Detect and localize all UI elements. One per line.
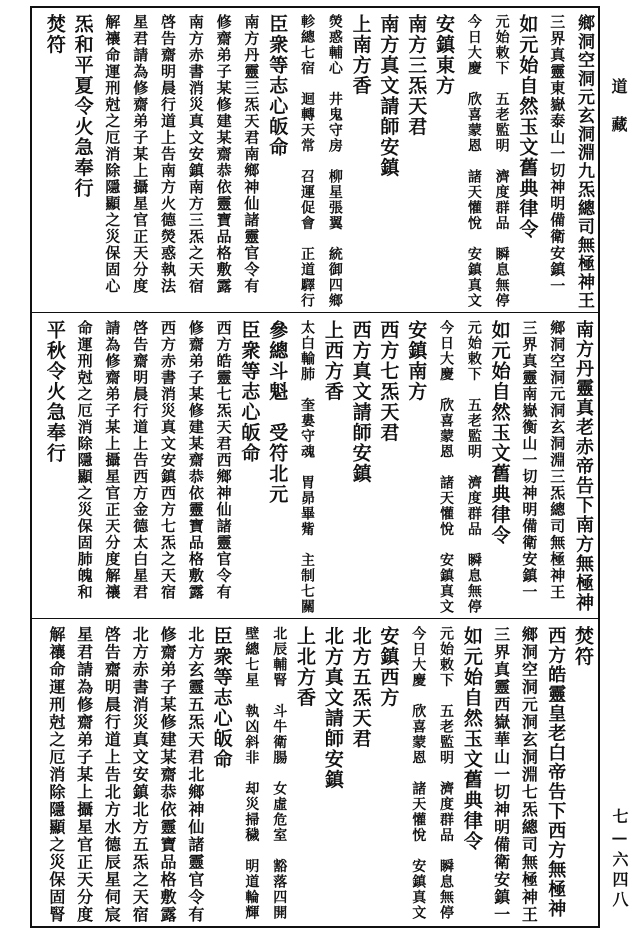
text-column: 今日大慶 欣喜蒙恩 諸天懽悅 安鎮真文 [465, 14, 482, 309]
text-column: 北方真文請師安鎮 [321, 626, 344, 790]
text-column: 鄉洞空洞元洞玄洞淵三炁總司無極神王 [548, 320, 567, 601]
text-column: 西方七炁天君 [377, 320, 400, 443]
text-column: 安鎮東方 [433, 14, 455, 96]
text-column: 西方皓靈皇老白帝告下西方無極神 [545, 626, 567, 919]
text-column: 啓告齋明晨行道上告西方金德太白星君 [131, 320, 150, 601]
text-column: 鄉洞空洞元玄洞淵九炁總司無極神王 [574, 14, 594, 310]
page-frame [30, 6, 600, 928]
text-column: 南方三炁天君 [405, 14, 428, 137]
text-column: 太白輸肺 奎婁守魂 胃昴畢觜 主制七關 [299, 320, 315, 615]
text-column: 元始敕下 五老監明 濟度群品 瞬息無停 [493, 14, 510, 309]
text-column: 南方赤書消災真文安鎮南方三炁之天宿 [186, 14, 205, 295]
text-column: 修齋弟子某修建某齋恭依靈寶品格敷露 [158, 626, 177, 924]
panel-south [32, 314, 598, 618]
text-column: 焚符 [43, 14, 66, 55]
text-column: 命運刑尅之厄消除隱顯之災保固肺魄和 [75, 320, 94, 601]
text-column: 熒惑輔心 井鬼守房 柳星張翼 統御四鄉 [326, 14, 343, 309]
text-column: 星君請為修齋弟子某上攝星官正天分度 [131, 14, 150, 295]
text-column: 今日大慶 欣喜蒙恩 諸天懽悅 安鎮真文 [438, 320, 454, 615]
text-column: 安鎮西方 [377, 626, 400, 708]
text-column: 安鎮南方 [405, 320, 428, 402]
text-column: 解禳命運刑尅之厄消除隱顯之災保固腎 [46, 626, 66, 924]
text-column: 西方赤書消災真文安鎮西方七炁之天宿 [159, 320, 177, 601]
text-column: 南方丹靈三炁天君南鄉神仙諸靈官令有 [242, 14, 261, 295]
text-column: 炁和平夏令火急奉行 [71, 14, 94, 199]
text-column: 如元始自然玉文舊典律令 [516, 14, 539, 240]
text-column: 啓告齋明晨行道上告北方水德辰星伺宸 [102, 626, 122, 924]
text-column: 西方皓靈七炁天君西鄉神仙諸靈官令有 [214, 320, 233, 601]
text-column: 修齋弟子某修建某齋恭依靈寶品格敷露 [214, 14, 233, 295]
panel-west [32, 620, 598, 926]
side-label-bottom: 七—六四八 [610, 808, 629, 911]
text-column: 如元始自然玉文舊典律令 [488, 320, 511, 546]
text-column: 平秋令火急奉行 [43, 320, 66, 464]
text-column: 臣衆等志心皈命 [238, 320, 261, 464]
text-column: 請為修齋弟子某上攝星官正天分度解禳 [103, 320, 122, 601]
text-column: 西方真文請師安鎮 [349, 320, 372, 484]
text-column: 元始敕下 五老監明 濟度群品 瞬息無停 [465, 320, 482, 615]
text-column: 北方五炁天君 [349, 626, 372, 749]
text-column: 三界真靈西嶽華山一切神明備衛安鎮一 [491, 626, 511, 924]
text-column: 北方玄靈五炁天君北鄉神仙諸靈官令有 [185, 626, 205, 924]
text-column: 軫總七宿 迴轉天常 召運促會 正道驛行 [299, 14, 315, 309]
text-column: 南方真文請師安鎮 [377, 14, 400, 178]
text-column: 啓告齋明晨行道上告南方火德熒惑執法 [159, 14, 177, 295]
text-column: 上西方香 [321, 320, 344, 402]
text-column: 三界真靈南嶽衡山一切神明備衛安鎮一 [520, 320, 539, 601]
text-column: 上南方香 [349, 14, 372, 96]
text-column: 焚符 [572, 626, 594, 667]
text-column: 如元始自然玉文舊典律令 [460, 626, 483, 852]
text-column: 北辰輔腎 斗牛衛腸 女虛危室 豁落四開 [271, 626, 288, 921]
side-label-top: 道藏 [609, 78, 628, 154]
text-column: 修齋弟子某修建某齋恭依靈寶品格敷露 [186, 320, 205, 601]
text-column: 元始敕下 五老監明 濟度群品 瞬息無停 [438, 626, 454, 921]
text-column: 參總斗魁 受符北元 [266, 320, 289, 505]
text-column: 臣衆等志心皈命 [266, 14, 289, 158]
text-column: 北方赤書消災真文安鎮北方五炁之天宿 [130, 626, 150, 924]
text-column: 解禳命運刑尅之厄消除隱顯之災保固心 [103, 14, 122, 295]
panel-divider-2 [32, 618, 598, 619]
text-column: 南方丹靈真老赤帝告下南方無極神 [573, 320, 594, 613]
text-column: 臣衆等志心皈命 [210, 626, 233, 770]
text-column: 星君請為修齋弟子某上攝星官正天分度 [74, 626, 94, 924]
panel-divider-1 [32, 312, 598, 313]
text-column: 今日大慶 欣喜蒙恩 諸天懽悅 安鎮真文 [410, 626, 427, 921]
text-column: 上北方香 [294, 626, 316, 708]
panel-east [32, 8, 598, 312]
text-column: 鄉洞空洞元洞玄洞淵七炁總司無極神王 [519, 626, 539, 924]
text-column: 壁總七星 執凶斜非 却災掃穢 明道輪輝 [243, 626, 260, 921]
text-column: 三界真靈東嶽泰山一切神明備衛安鎮一 [548, 14, 567, 295]
